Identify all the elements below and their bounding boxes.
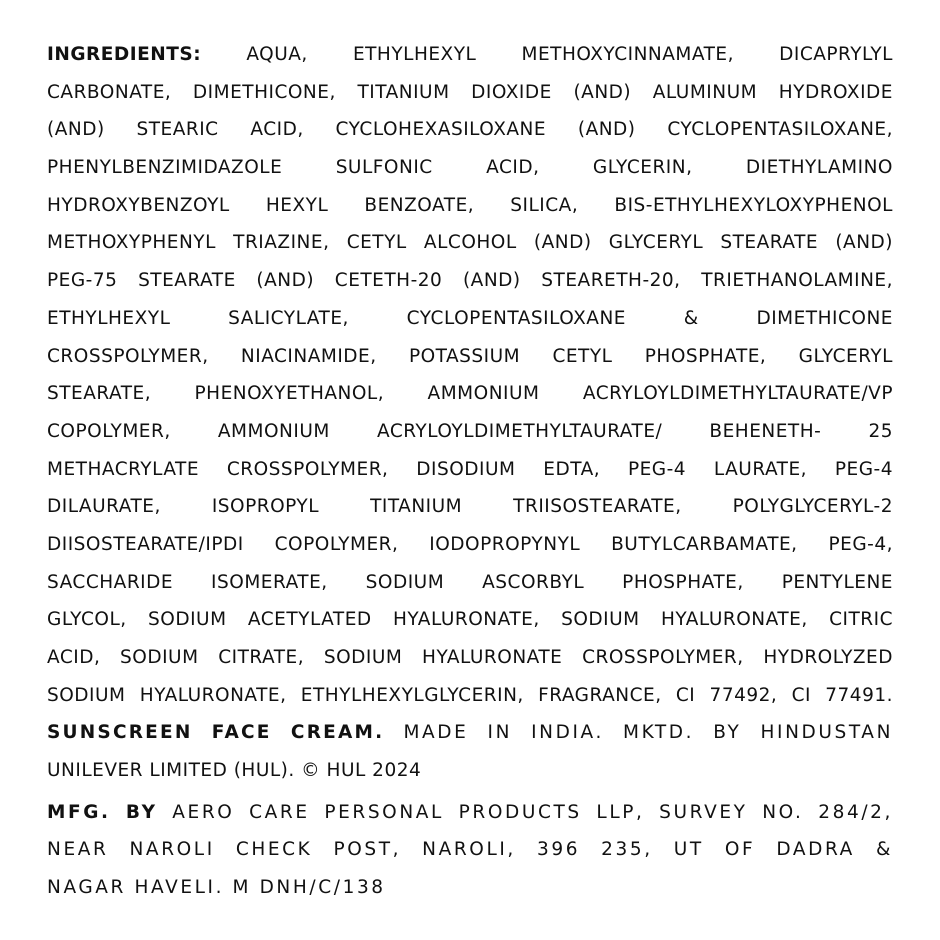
copyright-line: UNILEVER LIMITED (HUL). © HUL 2024	[47, 760, 422, 782]
ingredients-line: COPOLYMER, AMMONIUM ACRYLOYLDIMETHYLTAURATE/ BEHENETH- 25	[47, 420, 893, 442]
ingredients-line: ACID, SODIUM CITRATE, SODIUM HYALURONATE CROSSPOLYMER, HYDROLYZED	[47, 647, 893, 668]
ingredients-line: CROSSPOLYMER, NIACINAMIDE, POTASSIUM CETYL PHOSPHATE, GLYCERYL	[47, 345, 893, 367]
ingredients-line: HYDROXYBENZOYL HEXYL BENZOATE, SILICA, BIS-ETHYLHEXYLOXYPHENOL	[47, 194, 893, 216]
ingredients-line: PHENYLBENZIMIDAZOLE SULFONIC ACID, GLYCERIN, DIETHYLAMINO	[47, 157, 893, 179]
manufacturer-text: AERO CARE PERSONAL PRODUCTS LLP, SURVEY NO. 284/2,	[172, 801, 893, 823]
ingredients-line: (AND) STEARIC ACID, CYCLOHEXASILOXANE (AND) CYCLOPENTASILOXANE,	[47, 119, 893, 141]
ingredients-line	[47, 36, 893, 74]
marketer-text: MADE IN INDIA. MKTD. BY HINDUSTAN	[403, 722, 893, 744]
ingredients-heading: INGREDIENTS:	[47, 44, 202, 65]
ingredients-line: METHACRYLATE CROSSPOLYMER, DISODIUM EDTA, PEG-4 LAURATE, PEG-4	[47, 458, 893, 480]
ingredients-line: METHOXYPHENYL TRIAZINE, CETYL ALCOHOL (AND) GLYCERYL STEARATE (AND)	[47, 232, 893, 254]
product-name: SUNSCREEN FACE CREAM.	[47, 722, 385, 744]
ingredients-label	[47, 36, 893, 907]
manufacturer-label: MFG. BY	[47, 801, 158, 823]
manufacturer-address-line: NEAR NAROLI CHECK POST, NAROLI, 396 235, UT OF DADRA &	[47, 839, 893, 861]
ingredients-line: CARBONATE, DIMETHICONE, TITANIUM DIOXIDE (AND) ALUMINUM HYDROXIDE	[47, 81, 893, 103]
ingredients-text: AQUA, ETHYLHEXYL METHOXYCINNAMATE, DICAPRYLYL	[246, 44, 893, 65]
ingredients-line: DILAURATE, ISOPROPYL TITANIUM TRIISOSTEARATE, POLYGLYCERYL-2	[47, 496, 893, 518]
ingredients-line: SACCHARIDE ISOMERATE, SODIUM ASCORBYL PHOSPHATE, PENTYLENE	[47, 571, 893, 593]
ingredients-line: DIISOSTEARATE/IPDI COPOLYMER, IODOPROPYNYL BUTYLCARBAMATE, PEG-4,	[47, 533, 893, 555]
ingredients-line: ETHYLHEXYL SALICYLATE, CYCLOPENTASILOXANE & DIMETHICONE	[47, 307, 893, 329]
ingredients-line: SODIUM HYALURONATE, ETHYLHEXYLGLYCERIN, FRAGRANCE, CI 77492, CI 77491.	[47, 684, 893, 706]
license-line: NAGAR HAVELI. M DNH/C/138	[47, 877, 386, 899]
ingredients-line: GLYCOL, SODIUM ACETYLATED HYALURONATE, SODIUM HYALURONATE, CITRIC	[47, 609, 893, 631]
product-line	[47, 714, 893, 752]
manufacturer-line	[47, 794, 893, 832]
ingredients-line: STEARATE, PHENOXYETHANOL, AMMONIUM ACRYLOYLDIMETHYLTAURATE/VP	[47, 383, 893, 405]
ingredients-line: PEG-75 STEARATE (AND) CETETH-20 (AND) STEARETH-20, TRIETHANOLAMINE,	[47, 270, 893, 292]
